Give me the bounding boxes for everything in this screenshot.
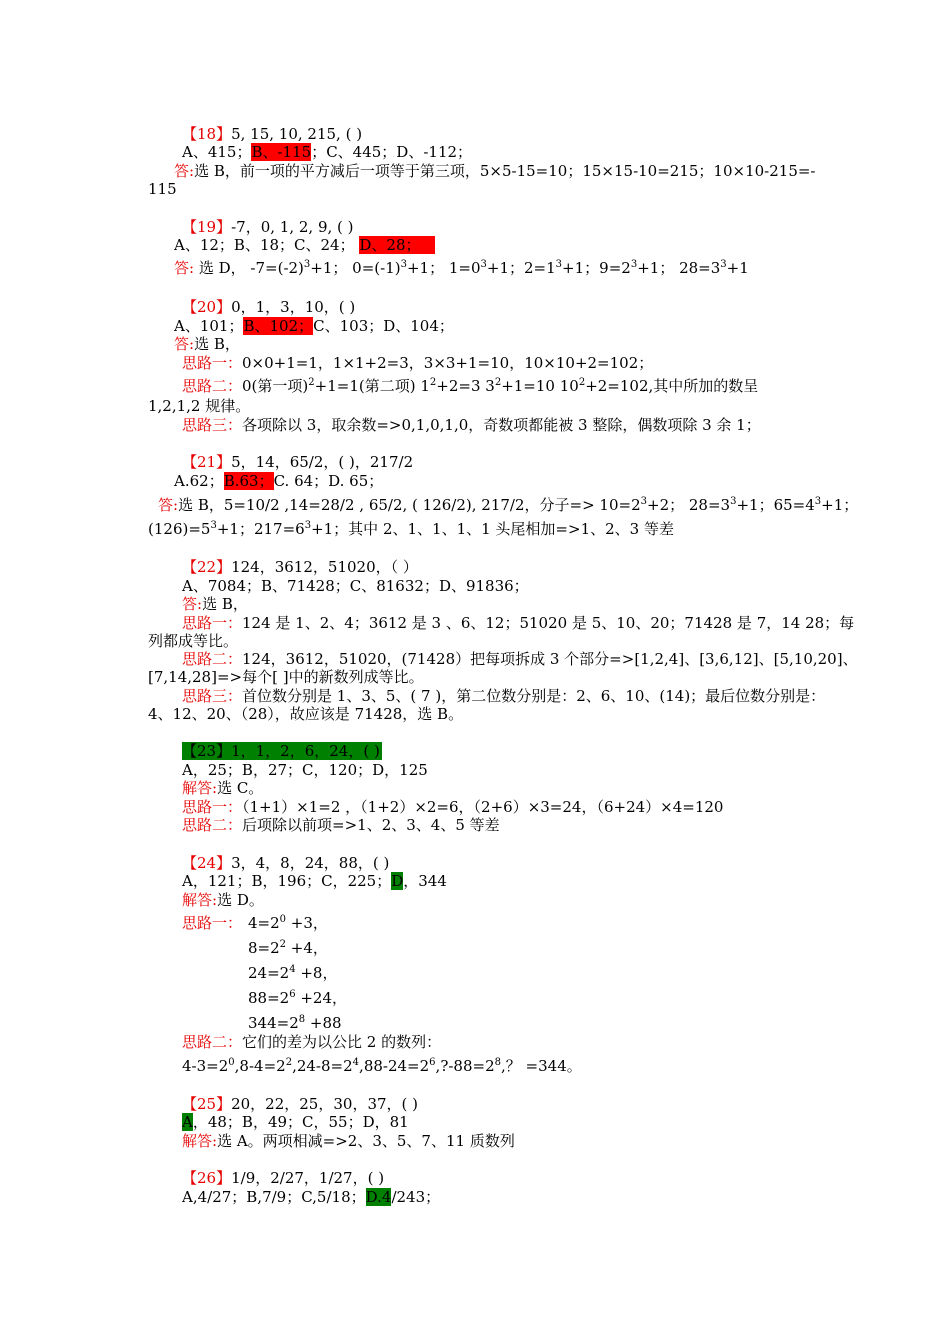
superscript: 2: [279, 939, 287, 950]
equation-text: 4=2: [248, 914, 280, 932]
superscript: 3: [400, 259, 407, 270]
equation-text: +88: [305, 1014, 342, 1032]
option-correct-highlight: B、102；: [243, 317, 314, 335]
option-a: A.62；: [174, 472, 224, 490]
thought-text: 首位数分别是 1、3、5、( 7 )，第二位数分别是：2、6、10、(14)；最后位数分别是：: [242, 687, 826, 705]
answer-text: +1；: [821, 496, 859, 514]
superscript: 3: [720, 259, 727, 270]
problem-number: 【24】: [182, 854, 232, 872]
superscript: 8: [494, 1057, 501, 1068]
problem-23-title: [182, 742, 382, 760]
equation-text: 88=2: [248, 989, 290, 1007]
equation-text: +8，: [295, 964, 338, 982]
superscript: 6: [289, 989, 296, 1000]
answer-label: 解答:: [182, 891, 218, 909]
problem-22-thought-1: [182, 614, 854, 632]
problem-22-thought-2: [182, 650, 858, 668]
option-correct-highlight: D: [391, 872, 404, 890]
superscript: 4: [352, 1057, 360, 1068]
equation-line: [248, 989, 347, 1007]
thought-label: 思路二：: [182, 377, 243, 395]
answer-text: +1；其中 2、1、1、1、1 头尾相加=>1、2、3 等差: [311, 520, 674, 538]
superscript: 2: [429, 377, 437, 388]
option-others: ；C、445；D、-112；: [311, 143, 473, 161]
option-correct-highlight: D、28；: [359, 236, 434, 254]
problem-18-answer: [174, 162, 816, 180]
option-correct-highlight: D.4: [365, 1188, 392, 1206]
thought-label: 思路三：: [182, 687, 243, 705]
equation-line: [248, 914, 328, 932]
option-others: /243；: [391, 1188, 441, 1206]
option-correct-highlight: B.63；: [223, 472, 274, 490]
equation-text: +24，: [295, 989, 348, 1007]
superscript: 3: [640, 496, 647, 507]
answer-label: 答:: [174, 335, 195, 353]
equation-line: [248, 939, 328, 957]
answer-text: (126)=5: [148, 520, 211, 538]
problem-22-thought-1-cont: 列都成等比。: [148, 632, 239, 650]
problem-20-title: [182, 298, 355, 316]
equation-text: 8=2: [248, 939, 280, 957]
answer-label: 答:: [174, 259, 195, 277]
problem-24-thought-2: [182, 1033, 441, 1051]
option-correct-highlight: A: [182, 1113, 193, 1131]
problem-21-answer-cont: [148, 520, 674, 538]
problem-18-answer-cont: 115: [148, 180, 177, 198]
problem-25-title: [182, 1095, 418, 1113]
problem-18-options: [182, 143, 472, 161]
problem-26-options: [182, 1188, 440, 1206]
problem-23-answer: [182, 779, 263, 797]
problem-number: 【21】: [182, 453, 232, 471]
problem-22-title: [182, 558, 418, 576]
problem-sequence: 20，22，25，30，37，( ): [231, 1095, 419, 1113]
option-a: A、415；: [182, 143, 252, 161]
problem-24-thought-2-cont: [182, 1057, 582, 1075]
superscript: 3: [555, 259, 563, 270]
answer-label: 答:: [158, 496, 179, 514]
option-others: ，48；B，49；C，55；D，81: [192, 1113, 409, 1131]
problem-21-answer: [158, 496, 858, 514]
answer-text: +2； 28=3: [647, 496, 731, 514]
problem-23-options: A，25；B，27；C，120；D，125: [182, 761, 428, 779]
superscript: 3: [814, 496, 822, 507]
equation-line: [248, 1014, 342, 1032]
problem-sequence: 0，1，3，10，( ): [231, 298, 356, 316]
problem-25-options: [182, 1113, 409, 1131]
thought-text: 它们的差为以公比 2 的数列：: [242, 1033, 442, 1051]
superscript: 3: [480, 259, 487, 270]
problem-number: 【22】: [182, 558, 232, 576]
thought-text: 124，3612，51020，(71428）把每项拆成 3 个部分=>[1,2,4]、[3,6,12]、[5,10,20]、: [242, 650, 858, 668]
answer-text: +1；2=1: [486, 259, 556, 277]
option-others: A、12；B、18；C、24；: [174, 236, 355, 254]
equation-text: 24=2: [248, 964, 290, 982]
superscript: 3: [730, 496, 737, 507]
thought-label: 思路一：: [182, 354, 243, 372]
superscript: 2: [578, 377, 586, 388]
option-a: A、101；: [174, 317, 244, 335]
problem-sequence: 1/9，2/27，1/27，( ): [231, 1169, 385, 1187]
answer-text: +1； 28=3: [637, 259, 721, 277]
answer-text: 选 B，: [194, 335, 240, 353]
answer-label: 解答:: [182, 779, 218, 797]
equation-text: +4，: [286, 939, 328, 957]
option-others: A,4/27；B,7/9；C,5/18；: [182, 1188, 366, 1206]
superscript: 2: [494, 377, 502, 388]
thought-text: （1+1）×1=2 ，（1+2）×2=6，（2+6）×3=24，（6+24）×4=120: [242, 798, 724, 816]
problem-20-thought-2: [182, 377, 758, 395]
problem-sequence: 3，4，8，24，88，( ): [231, 854, 390, 872]
equation-text: +3，: [286, 914, 328, 932]
answer-text: +1； 1=0: [406, 259, 481, 277]
equation-text: 344=2: [248, 1014, 299, 1032]
thought-text: 各项除以 3，取余数=>0,1,0,1,0，奇数项都能被 3 整除，偶数项除 3 余 1；: [242, 416, 761, 434]
answer-text: 选 B，前一项的平方减后一项等于第三项，5×5-15=10；15×15-10=215；10×10-215=-: [194, 162, 816, 180]
problem-25-answer: [182, 1132, 515, 1150]
problem-sequence: 1，1，2，6，24，( ): [231, 742, 380, 760]
problem-20-answer: [174, 335, 240, 353]
answer-text: +1: [726, 259, 749, 277]
problem-22-thought-3-cont: 4、12、20、（28），故应该是 71428，选 B。: [148, 705, 464, 723]
problem-20-thought-2-cont: 1,2,1,2 规律。: [148, 397, 251, 415]
option-others: A，121；B，196；C，225；: [182, 872, 392, 890]
answer-text: 选 C。: [217, 779, 264, 797]
thought-text: 0×0+1=1，1×1+2=3，3×3+1=10，10×10+2=102；: [242, 354, 654, 372]
problem-21-options: [174, 472, 383, 490]
option-others: ，344: [403, 872, 447, 890]
thought-label: 思路二：: [182, 816, 243, 834]
answer-text: 选 D。: [217, 891, 264, 909]
thought-text: ,88-24=2: [359, 1057, 430, 1075]
answer-text: 选 B，5=10/2 ,14=28/2 , 65/2, ( 126/2), 217/2，分子=> 10=2: [178, 496, 641, 514]
superscript: 2: [285, 1057, 293, 1068]
problem-24-options: [182, 872, 447, 890]
problem-22-options: A、7084；B、71428；C、81632；D、91836；: [182, 577, 529, 595]
option-others: C. 64；D. 65；: [273, 472, 384, 490]
problem-23-thought-1: [182, 798, 723, 816]
thought-text: +1=10 10: [501, 377, 579, 395]
thought-text: 4-3=2: [182, 1057, 229, 1075]
thought-text: ,8-4=2: [234, 1057, 286, 1075]
answer-label: 答:: [182, 595, 203, 613]
equation-line: [248, 964, 337, 982]
problem-20-thought-3: [182, 416, 761, 434]
thought-text: ,24-8=2: [292, 1057, 353, 1075]
superscript: 3: [630, 259, 638, 270]
thought-text: ,？ =344。: [501, 1057, 582, 1075]
problem-number: 【19】: [182, 218, 232, 236]
problem-24-answer: [182, 891, 264, 909]
problem-sequence: 5, 15, 10, 215, ( ): [231, 125, 363, 143]
problem-sequence: 124，3612，51020，（ ）: [231, 558, 418, 576]
superscript: 8: [298, 1014, 306, 1025]
thought-text: +1=1(第二项) 1: [314, 377, 430, 395]
answer-text: +1；217=6: [216, 520, 305, 538]
option-correct-highlight: B、-115: [251, 143, 312, 161]
answer-text: +1；65=4: [736, 496, 815, 514]
problem-number: 【25】: [182, 1095, 232, 1113]
thought-text: +2=3 3: [436, 377, 495, 395]
thought-text: ,?-88=2: [435, 1057, 495, 1075]
problem-19-options: [174, 236, 435, 254]
problem-18-title: [182, 125, 362, 143]
thought-label: 思路一：: [182, 798, 243, 816]
thought-label: 思路二：: [182, 650, 243, 668]
problem-number: 【18】: [182, 125, 232, 143]
answer-label: 解答:: [182, 1132, 218, 1150]
answer-label: 答:: [174, 162, 195, 180]
answer-text: 选 A。两项相减=>2、3、5、7、11 质数列: [217, 1132, 515, 1150]
superscript: 4: [289, 964, 296, 975]
superscript: 3: [303, 259, 311, 270]
problem-20-thought-1: [182, 354, 653, 372]
superscript: 0: [228, 1057, 235, 1068]
problem-number: 【26】: [182, 1169, 232, 1187]
superscript: 3: [210, 520, 217, 531]
thought-text: 124 是 1、2、4；3612 是 3 、6、12；51020 是 5、10、20；71428 是 7，14 28；每: [242, 614, 855, 632]
problem-sequence: -7，0, 1, 2, 9, ( ): [231, 218, 354, 236]
superscript: 6: [429, 1057, 436, 1068]
problem-22-thought-3: [182, 687, 825, 705]
problem-number: 【23】: [182, 742, 232, 760]
problem-19-title: [182, 218, 354, 236]
option-others: C、103；D、104；: [313, 317, 454, 335]
problem-number: 【20】: [182, 298, 232, 316]
problem-23-thought-2: [182, 816, 500, 834]
thought-text: 0(第一项): [242, 377, 309, 395]
problem-24-thought-1-label: 思路一：: [182, 914, 243, 932]
answer-text: 选 B，: [202, 595, 248, 613]
thought-label: 思路一：: [182, 614, 243, 632]
thought-text: +2=102,其中所加的数呈: [585, 377, 759, 395]
answer-text: +1；9=2: [562, 259, 631, 277]
answer-text: 选 D， -7=(-2): [198, 259, 304, 277]
problem-21-title: [182, 453, 413, 471]
superscript: 0: [279, 914, 287, 925]
thought-label: 思路三：: [182, 416, 243, 434]
answer-text: +1； 0=(-1): [310, 259, 401, 277]
problem-24-title: [182, 854, 389, 872]
superscript: 3: [304, 520, 312, 531]
problem-20-options: [174, 317, 454, 335]
problem-26-title: [182, 1169, 384, 1187]
problem-19-answer: [174, 259, 749, 277]
superscript: 2: [308, 377, 315, 388]
thought-label: 思路二：: [182, 1033, 243, 1051]
thought-text: 后项除以前项=>1、2、3、4、5 等差: [242, 816, 500, 834]
problem-22-answer: [182, 595, 248, 613]
problem-22-thought-2-cont: [7,14,28]=>每个[ ]中的新数列成等比。: [148, 668, 424, 686]
problem-sequence: 5，14，65/2，( )，217/2: [231, 453, 414, 471]
